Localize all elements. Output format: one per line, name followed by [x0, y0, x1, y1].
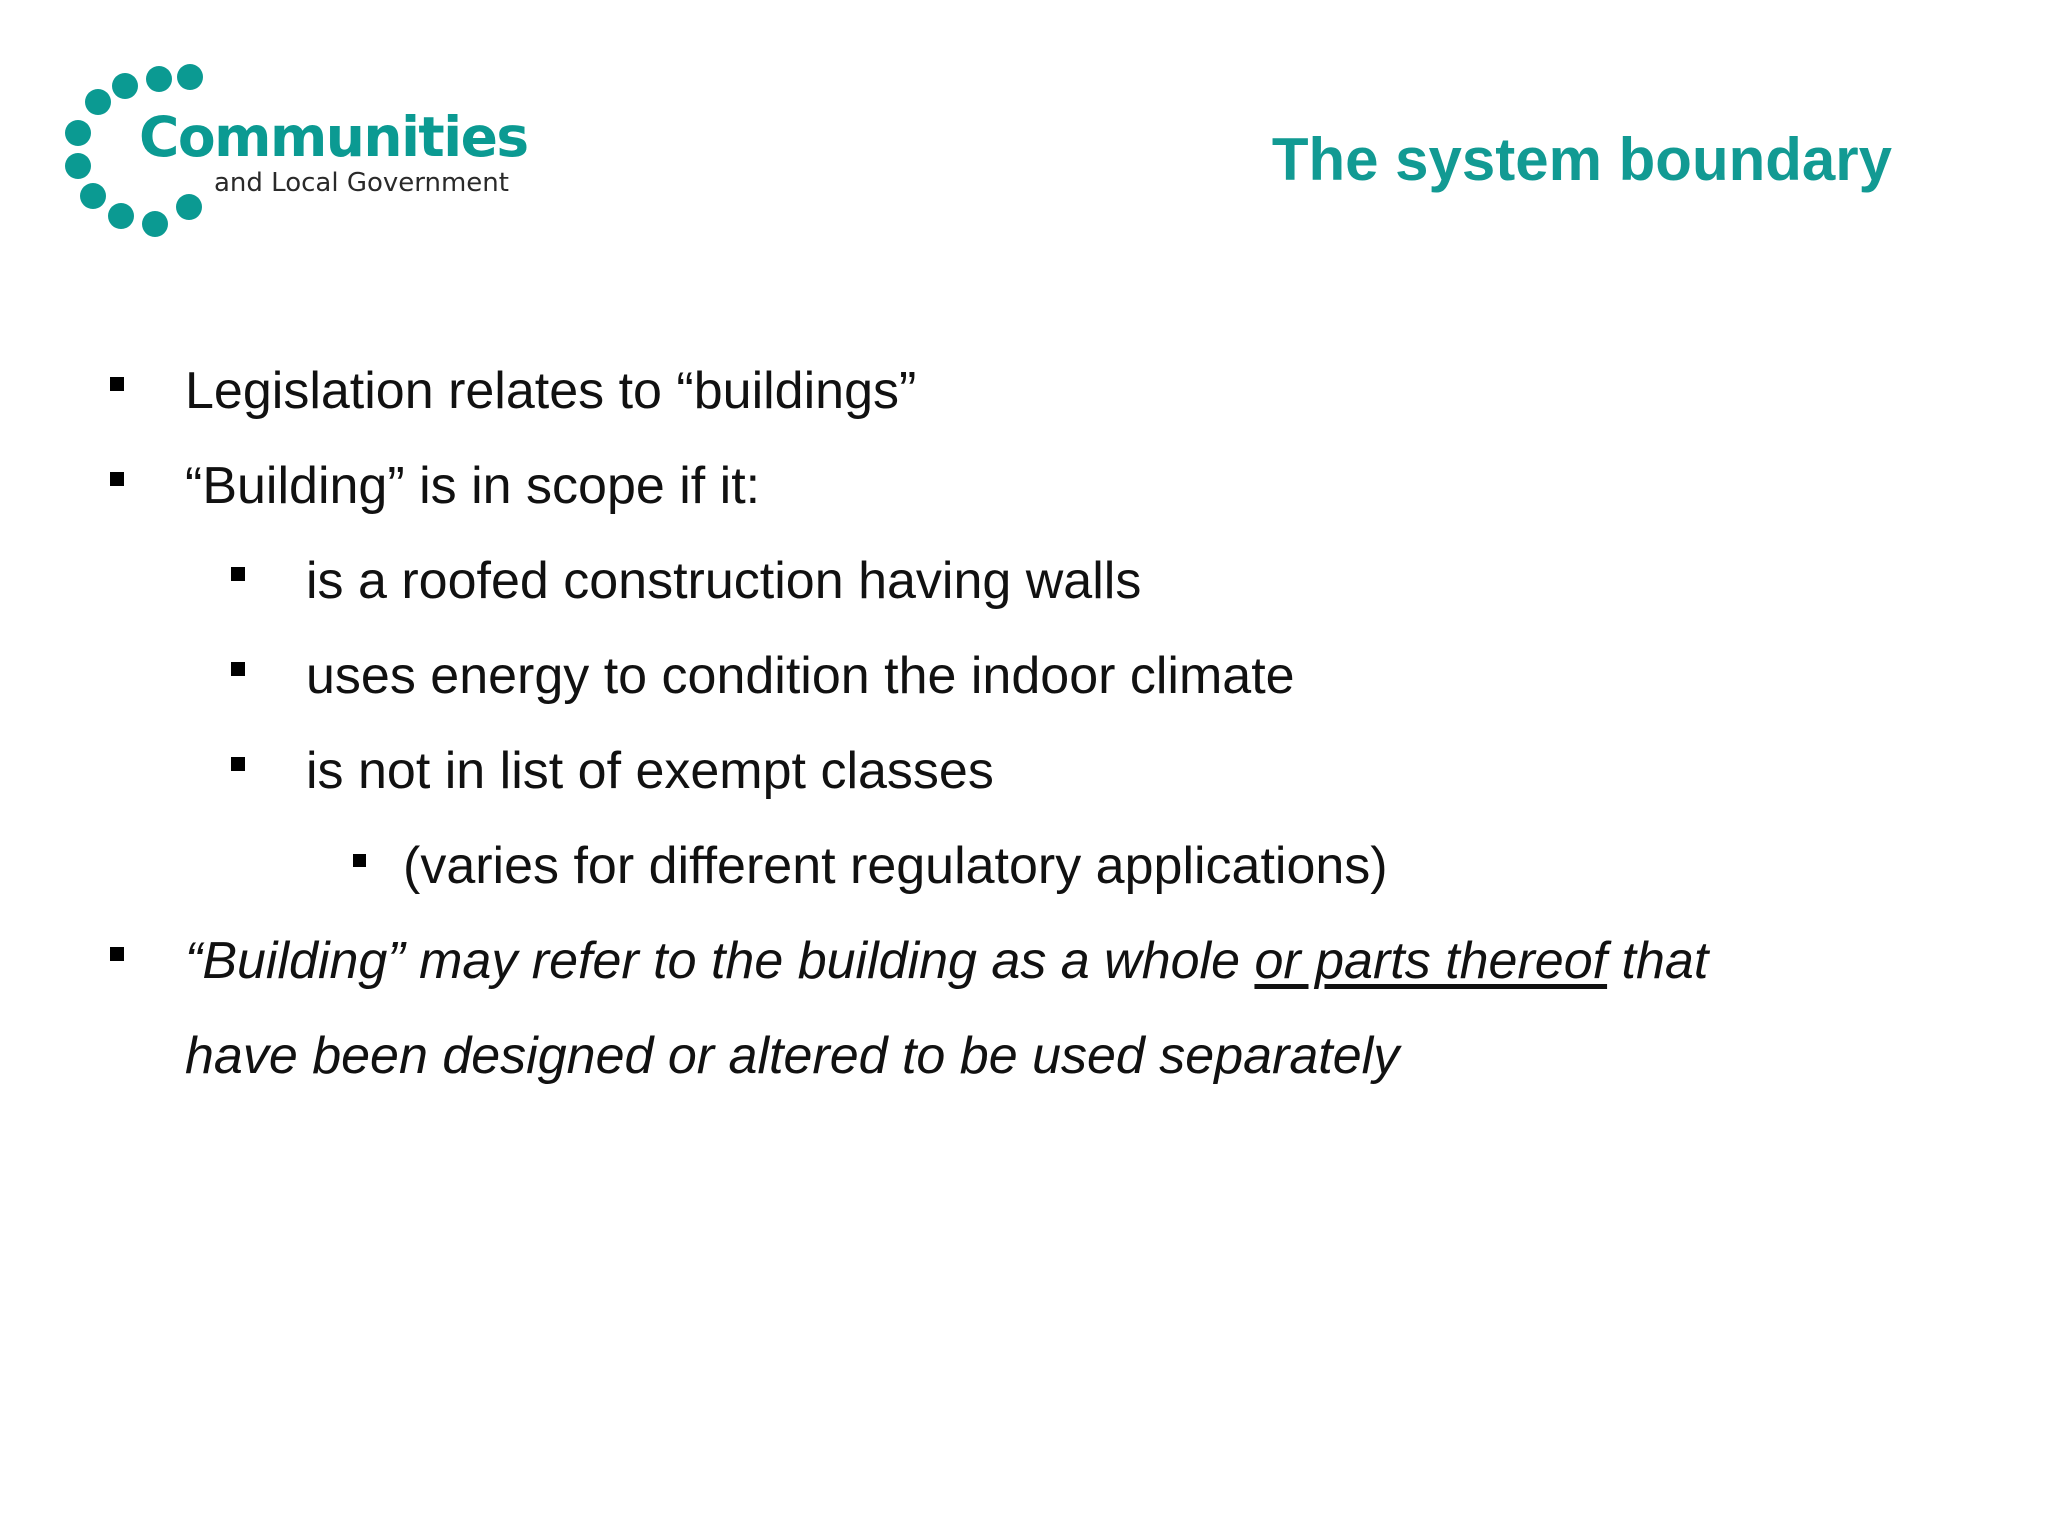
square-bullet-icon — [353, 854, 366, 867]
sub-bullet-text: uses energy to condition the indoor climate — [306, 647, 1295, 705]
bullet-text-part: “Building” may refer to the building as a whole — [185, 932, 1255, 990]
square-bullet-icon — [231, 662, 245, 676]
bullet-text-line1 — [185, 932, 1709, 990]
logo-wordmark: Communities — [139, 105, 528, 169]
square-bullet-icon — [110, 472, 124, 486]
underlined-phrase: or parts thereof — [1254, 932, 1608, 990]
square-bullet-icon — [110, 947, 124, 961]
sub-sub-bullet-text: (varies for different regulatory applications) — [403, 837, 1388, 895]
bullet-text: “Building” is in scope if it: — [185, 457, 761, 515]
bullet-text-part: that — [1607, 932, 1709, 990]
square-bullet-icon — [231, 567, 245, 581]
sub-bullet-text: is a roofed construction having walls — [306, 552, 1142, 610]
logo-subtitle: and Local Government — [214, 168, 509, 198]
sub-bullet-text: is not in list of exempt classes — [306, 742, 994, 800]
bullet-text-line2: have been designed or altered to be used separately — [185, 1027, 1400, 1085]
square-bullet-icon — [110, 377, 124, 391]
slide-title: The system boundary — [1271, 126, 1892, 193]
communities-logo — [60, 60, 540, 240]
bullet-text: Legislation relates to “buildings” — [185, 362, 917, 420]
square-bullet-icon — [231, 757, 245, 771]
